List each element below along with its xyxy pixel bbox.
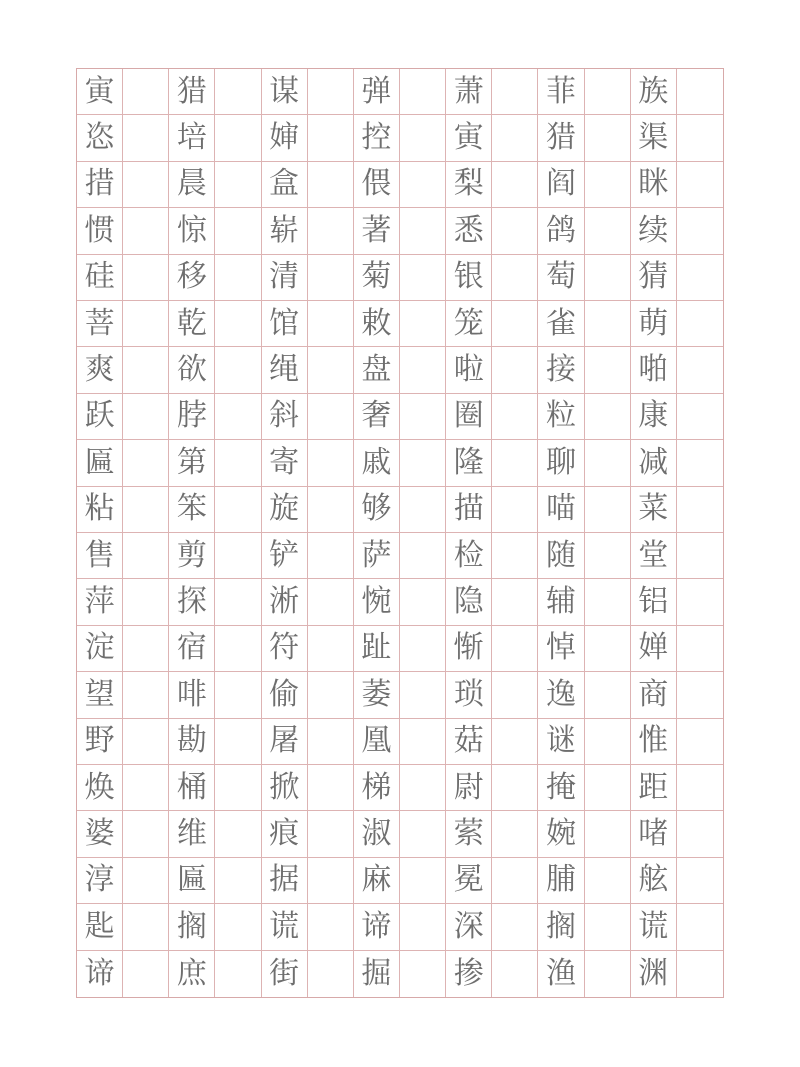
blank-practice-cell (492, 487, 538, 533)
character-cell: 淳 (77, 858, 123, 904)
blank-practice-cell (400, 440, 446, 486)
character-cell: 旋 (262, 487, 308, 533)
blank-practice-cell (585, 858, 631, 904)
blank-practice-cell (492, 765, 538, 811)
blank-practice-cell (677, 69, 723, 115)
character-cell: 隐 (446, 579, 492, 625)
blank-practice-cell (677, 811, 723, 857)
blank-practice-cell (215, 719, 261, 765)
blank-practice-cell (492, 951, 538, 997)
character-cell: 偎 (354, 162, 400, 208)
character-cell: 萧 (446, 69, 492, 115)
character-cell: 圈 (446, 394, 492, 440)
character-cell: 维 (169, 811, 215, 857)
blank-practice-cell (215, 208, 261, 254)
character-cell: 第 (169, 440, 215, 486)
character-cell: 菇 (446, 719, 492, 765)
character-cell: 商 (631, 672, 677, 718)
blank-practice-cell (123, 719, 169, 765)
character-cell: 谎 (631, 904, 677, 950)
blank-practice-cell (215, 440, 261, 486)
blank-practice-cell (400, 626, 446, 672)
blank-practice-cell (677, 672, 723, 718)
blank-practice-cell (400, 719, 446, 765)
blank-practice-cell (492, 533, 538, 579)
blank-practice-cell (215, 115, 261, 161)
blank-practice-cell (585, 162, 631, 208)
character-cell: 谛 (77, 951, 123, 997)
blank-practice-cell (400, 904, 446, 950)
blank-practice-cell (123, 626, 169, 672)
character-cell: 清 (262, 255, 308, 301)
character-cell: 谎 (262, 904, 308, 950)
character-cell: 寄 (262, 440, 308, 486)
character-cell: 萍 (77, 579, 123, 625)
blank-practice-cell (400, 115, 446, 161)
blank-practice-cell (400, 301, 446, 347)
character-cell: 斜 (262, 394, 308, 440)
character-cell: 续 (631, 208, 677, 254)
character-cell: 描 (446, 487, 492, 533)
blank-practice-cell (215, 301, 261, 347)
character-cell: 粘 (77, 487, 123, 533)
blank-practice-cell (400, 858, 446, 904)
character-cell: 匾 (77, 440, 123, 486)
character-cell: 检 (446, 533, 492, 579)
character-cell: 宿 (169, 626, 215, 672)
blank-practice-cell (123, 951, 169, 997)
character-cell: 符 (262, 626, 308, 672)
blank-practice-cell (677, 347, 723, 393)
blank-practice-cell (585, 301, 631, 347)
blank-practice-cell (585, 115, 631, 161)
blank-practice-cell (677, 115, 723, 161)
character-cell: 鸽 (538, 208, 584, 254)
blank-practice-cell (585, 394, 631, 440)
blank-practice-cell (677, 951, 723, 997)
blank-practice-cell (215, 255, 261, 301)
blank-practice-cell (677, 162, 723, 208)
character-cell: 淀 (77, 626, 123, 672)
character-cell: 银 (446, 255, 492, 301)
blank-practice-cell (123, 69, 169, 115)
blank-practice-cell (215, 672, 261, 718)
blank-practice-cell (215, 394, 261, 440)
character-cell: 硅 (77, 255, 123, 301)
character-cell: 晨 (169, 162, 215, 208)
character-cell: 雀 (538, 301, 584, 347)
character-cell: 惭 (446, 626, 492, 672)
blank-practice-cell (308, 626, 354, 672)
blank-practice-cell (677, 301, 723, 347)
blank-practice-cell (492, 904, 538, 950)
character-cell: 猜 (631, 255, 677, 301)
character-cell: 淅 (262, 579, 308, 625)
character-cell: 冕 (446, 858, 492, 904)
blank-practice-cell (308, 115, 354, 161)
blank-practice-cell (308, 208, 354, 254)
blank-practice-cell (308, 579, 354, 625)
character-cell: 族 (631, 69, 677, 115)
character-cell: 渔 (538, 951, 584, 997)
character-cell: 戚 (354, 440, 400, 486)
blank-practice-cell (400, 765, 446, 811)
blank-practice-cell (492, 255, 538, 301)
blank-practice-cell (492, 115, 538, 161)
character-cell: 笼 (446, 301, 492, 347)
character-cell: 深 (446, 904, 492, 950)
blank-practice-cell (215, 162, 261, 208)
blank-practice-cell (400, 208, 446, 254)
character-cell: 弹 (354, 69, 400, 115)
character-cell: 婆 (77, 811, 123, 857)
character-cell: 辅 (538, 579, 584, 625)
blank-practice-cell (308, 951, 354, 997)
character-cell: 绳 (262, 347, 308, 393)
character-cell: 寅 (446, 115, 492, 161)
blank-practice-cell (215, 904, 261, 950)
character-cell: 著 (354, 208, 400, 254)
blank-practice-cell (492, 811, 538, 857)
character-cell: 悼 (538, 626, 584, 672)
character-cell: 馆 (262, 301, 308, 347)
character-cell: 渊 (631, 951, 677, 997)
character-cell: 凰 (354, 719, 400, 765)
blank-practice-cell (123, 255, 169, 301)
character-cell: 掩 (538, 765, 584, 811)
character-cell: 悉 (446, 208, 492, 254)
character-cell: 谛 (354, 904, 400, 950)
character-cell: 梨 (446, 162, 492, 208)
character-cell: 勘 (169, 719, 215, 765)
character-cell: 移 (169, 255, 215, 301)
blank-practice-cell (215, 626, 261, 672)
blank-practice-cell (308, 440, 354, 486)
character-cell: 谜 (538, 719, 584, 765)
blank-practice-cell (308, 301, 354, 347)
character-cell: 啪 (631, 347, 677, 393)
character-cell: 奢 (354, 394, 400, 440)
blank-practice-cell (585, 904, 631, 950)
blank-practice-cell (215, 579, 261, 625)
blank-practice-cell (308, 347, 354, 393)
character-cell: 匙 (77, 904, 123, 950)
blank-practice-cell (492, 162, 538, 208)
blank-practice-cell (308, 533, 354, 579)
blank-practice-cell (308, 69, 354, 115)
character-cell: 菲 (538, 69, 584, 115)
blank-practice-cell (585, 811, 631, 857)
character-cell: 尉 (446, 765, 492, 811)
blank-practice-cell (585, 951, 631, 997)
character-cell: 趾 (354, 626, 400, 672)
character-cell: 乾 (169, 301, 215, 347)
blank-practice-cell (585, 765, 631, 811)
character-cell: 桶 (169, 765, 215, 811)
blank-practice-cell (492, 208, 538, 254)
blank-practice-cell (400, 162, 446, 208)
character-cell: 距 (631, 765, 677, 811)
blank-practice-cell (492, 672, 538, 718)
character-cell: 剪 (169, 533, 215, 579)
character-cell: 惋 (354, 579, 400, 625)
character-cell: 婉 (538, 811, 584, 857)
character-cell: 焕 (77, 765, 123, 811)
character-cell: 寅 (77, 69, 123, 115)
character-cell: 啦 (446, 347, 492, 393)
character-cell: 铲 (262, 533, 308, 579)
character-cell: 眯 (631, 162, 677, 208)
character-cell: 望 (77, 672, 123, 718)
character-cell: 搁 (169, 904, 215, 950)
blank-practice-cell (123, 301, 169, 347)
blank-practice-cell (215, 347, 261, 393)
character-cell: 屠 (262, 719, 308, 765)
character-cell: 猎 (169, 69, 215, 115)
blank-practice-cell (400, 672, 446, 718)
blank-practice-cell (400, 69, 446, 115)
blank-practice-cell (215, 533, 261, 579)
blank-practice-cell (585, 579, 631, 625)
blank-practice-cell (677, 440, 723, 486)
blank-practice-cell (400, 579, 446, 625)
blank-practice-cell (215, 811, 261, 857)
blank-practice-cell (215, 765, 261, 811)
character-cell: 堂 (631, 533, 677, 579)
character-cell: 猎 (538, 115, 584, 161)
blank-practice-cell (308, 394, 354, 440)
blank-practice-cell (308, 811, 354, 857)
blank-practice-cell (492, 579, 538, 625)
character-cell: 聊 (538, 440, 584, 486)
blank-practice-cell (308, 765, 354, 811)
blank-practice-cell (492, 719, 538, 765)
blank-practice-cell (400, 951, 446, 997)
blank-practice-cell (677, 765, 723, 811)
character-cell: 阎 (538, 162, 584, 208)
blank-practice-cell (677, 487, 723, 533)
blank-practice-cell (123, 672, 169, 718)
blank-practice-cell (585, 719, 631, 765)
character-cell: 萌 (631, 301, 677, 347)
character-cell: 婵 (631, 626, 677, 672)
blank-practice-cell (400, 255, 446, 301)
character-cell: 萄 (538, 255, 584, 301)
character-cell: 敕 (354, 301, 400, 347)
blank-practice-cell (308, 162, 354, 208)
character-cell: 菊 (354, 255, 400, 301)
blank-practice-cell (123, 115, 169, 161)
character-cell: 掺 (446, 951, 492, 997)
blank-practice-cell (677, 626, 723, 672)
character-cell: 脖 (169, 394, 215, 440)
blank-practice-cell (308, 255, 354, 301)
character-cell: 逸 (538, 672, 584, 718)
character-cell: 爽 (77, 347, 123, 393)
character-cell: 惯 (77, 208, 123, 254)
character-cell: 麻 (354, 858, 400, 904)
blank-practice-cell (123, 440, 169, 486)
blank-practice-cell (123, 347, 169, 393)
blank-practice-cell (677, 719, 723, 765)
blank-practice-cell (400, 811, 446, 857)
character-cell: 崭 (262, 208, 308, 254)
character-cell: 渠 (631, 115, 677, 161)
blank-practice-cell (492, 440, 538, 486)
practice-grid (76, 68, 724, 998)
character-cell: 啡 (169, 672, 215, 718)
blank-practice-cell (492, 858, 538, 904)
character-cell: 谋 (262, 69, 308, 115)
character-cell: 随 (538, 533, 584, 579)
character-cell: 笨 (169, 487, 215, 533)
blank-practice-cell (677, 255, 723, 301)
blank-practice-cell (492, 69, 538, 115)
blank-practice-cell (400, 394, 446, 440)
character-cell: 琐 (446, 672, 492, 718)
blank-practice-cell (677, 208, 723, 254)
character-cell: 掀 (262, 765, 308, 811)
character-cell: 康 (631, 394, 677, 440)
blank-practice-cell (215, 951, 261, 997)
character-cell: 舷 (631, 858, 677, 904)
character-cell: 菩 (77, 301, 123, 347)
character-cell: 欲 (169, 347, 215, 393)
blank-practice-cell (308, 904, 354, 950)
blank-practice-cell (215, 858, 261, 904)
blank-practice-cell (677, 579, 723, 625)
character-cell: 脯 (538, 858, 584, 904)
blank-practice-cell (308, 719, 354, 765)
blank-practice-cell (677, 533, 723, 579)
character-cell: 控 (354, 115, 400, 161)
character-cell: 够 (354, 487, 400, 533)
blank-practice-cell (123, 487, 169, 533)
blank-practice-cell (308, 487, 354, 533)
character-cell: 掘 (354, 951, 400, 997)
blank-practice-cell (215, 69, 261, 115)
blank-practice-cell (400, 533, 446, 579)
character-cell: 探 (169, 579, 215, 625)
blank-practice-cell (215, 487, 261, 533)
character-cell: 梯 (354, 765, 400, 811)
character-cell: 匾 (169, 858, 215, 904)
blank-practice-cell (585, 626, 631, 672)
character-cell: 萨 (354, 533, 400, 579)
blank-practice-cell (585, 255, 631, 301)
character-cell: 隆 (446, 440, 492, 486)
blank-practice-cell (492, 394, 538, 440)
character-cell: 盒 (262, 162, 308, 208)
character-cell: 痕 (262, 811, 308, 857)
character-cell: 培 (169, 115, 215, 161)
blank-practice-cell (123, 162, 169, 208)
character-cell: 萎 (354, 672, 400, 718)
blank-practice-cell (585, 440, 631, 486)
character-cell: 偷 (262, 672, 308, 718)
blank-practice-cell (123, 394, 169, 440)
blank-practice-cell (585, 208, 631, 254)
character-cell: 惊 (169, 208, 215, 254)
character-cell: 跃 (77, 394, 123, 440)
blank-practice-cell (492, 347, 538, 393)
character-cell: 街 (262, 951, 308, 997)
blank-practice-cell (492, 626, 538, 672)
blank-practice-cell (585, 487, 631, 533)
blank-practice-cell (400, 487, 446, 533)
blank-practice-cell (492, 301, 538, 347)
character-cell: 萦 (446, 811, 492, 857)
blank-practice-cell (677, 904, 723, 950)
blank-practice-cell (585, 672, 631, 718)
blank-practice-cell (123, 858, 169, 904)
blank-practice-cell (123, 533, 169, 579)
blank-practice-cell (677, 394, 723, 440)
character-cell: 喵 (538, 487, 584, 533)
character-cell: 粒 (538, 394, 584, 440)
character-cell: 售 (77, 533, 123, 579)
character-cell: 惟 (631, 719, 677, 765)
character-cell: 盘 (354, 347, 400, 393)
blank-practice-cell (585, 347, 631, 393)
character-cell: 庶 (169, 951, 215, 997)
character-cell: 淑 (354, 811, 400, 857)
character-cell: 啫 (631, 811, 677, 857)
blank-practice-cell (308, 858, 354, 904)
blank-practice-cell (585, 533, 631, 579)
blank-practice-cell (123, 904, 169, 950)
character-cell: 据 (262, 858, 308, 904)
blank-practice-cell (123, 811, 169, 857)
blank-practice-cell (123, 765, 169, 811)
character-cell: 措 (77, 162, 123, 208)
blank-practice-cell (585, 69, 631, 115)
character-cell: 菜 (631, 487, 677, 533)
blank-practice-cell (123, 208, 169, 254)
character-cell: 减 (631, 440, 677, 486)
blank-practice-cell (677, 858, 723, 904)
character-cell: 婶 (262, 115, 308, 161)
blank-practice-cell (123, 579, 169, 625)
blank-practice-cell (400, 347, 446, 393)
character-cell: 搁 (538, 904, 584, 950)
character-cell: 野 (77, 719, 123, 765)
character-cell: 接 (538, 347, 584, 393)
character-cell: 铝 (631, 579, 677, 625)
blank-practice-cell (308, 672, 354, 718)
character-cell: 恣 (77, 115, 123, 161)
